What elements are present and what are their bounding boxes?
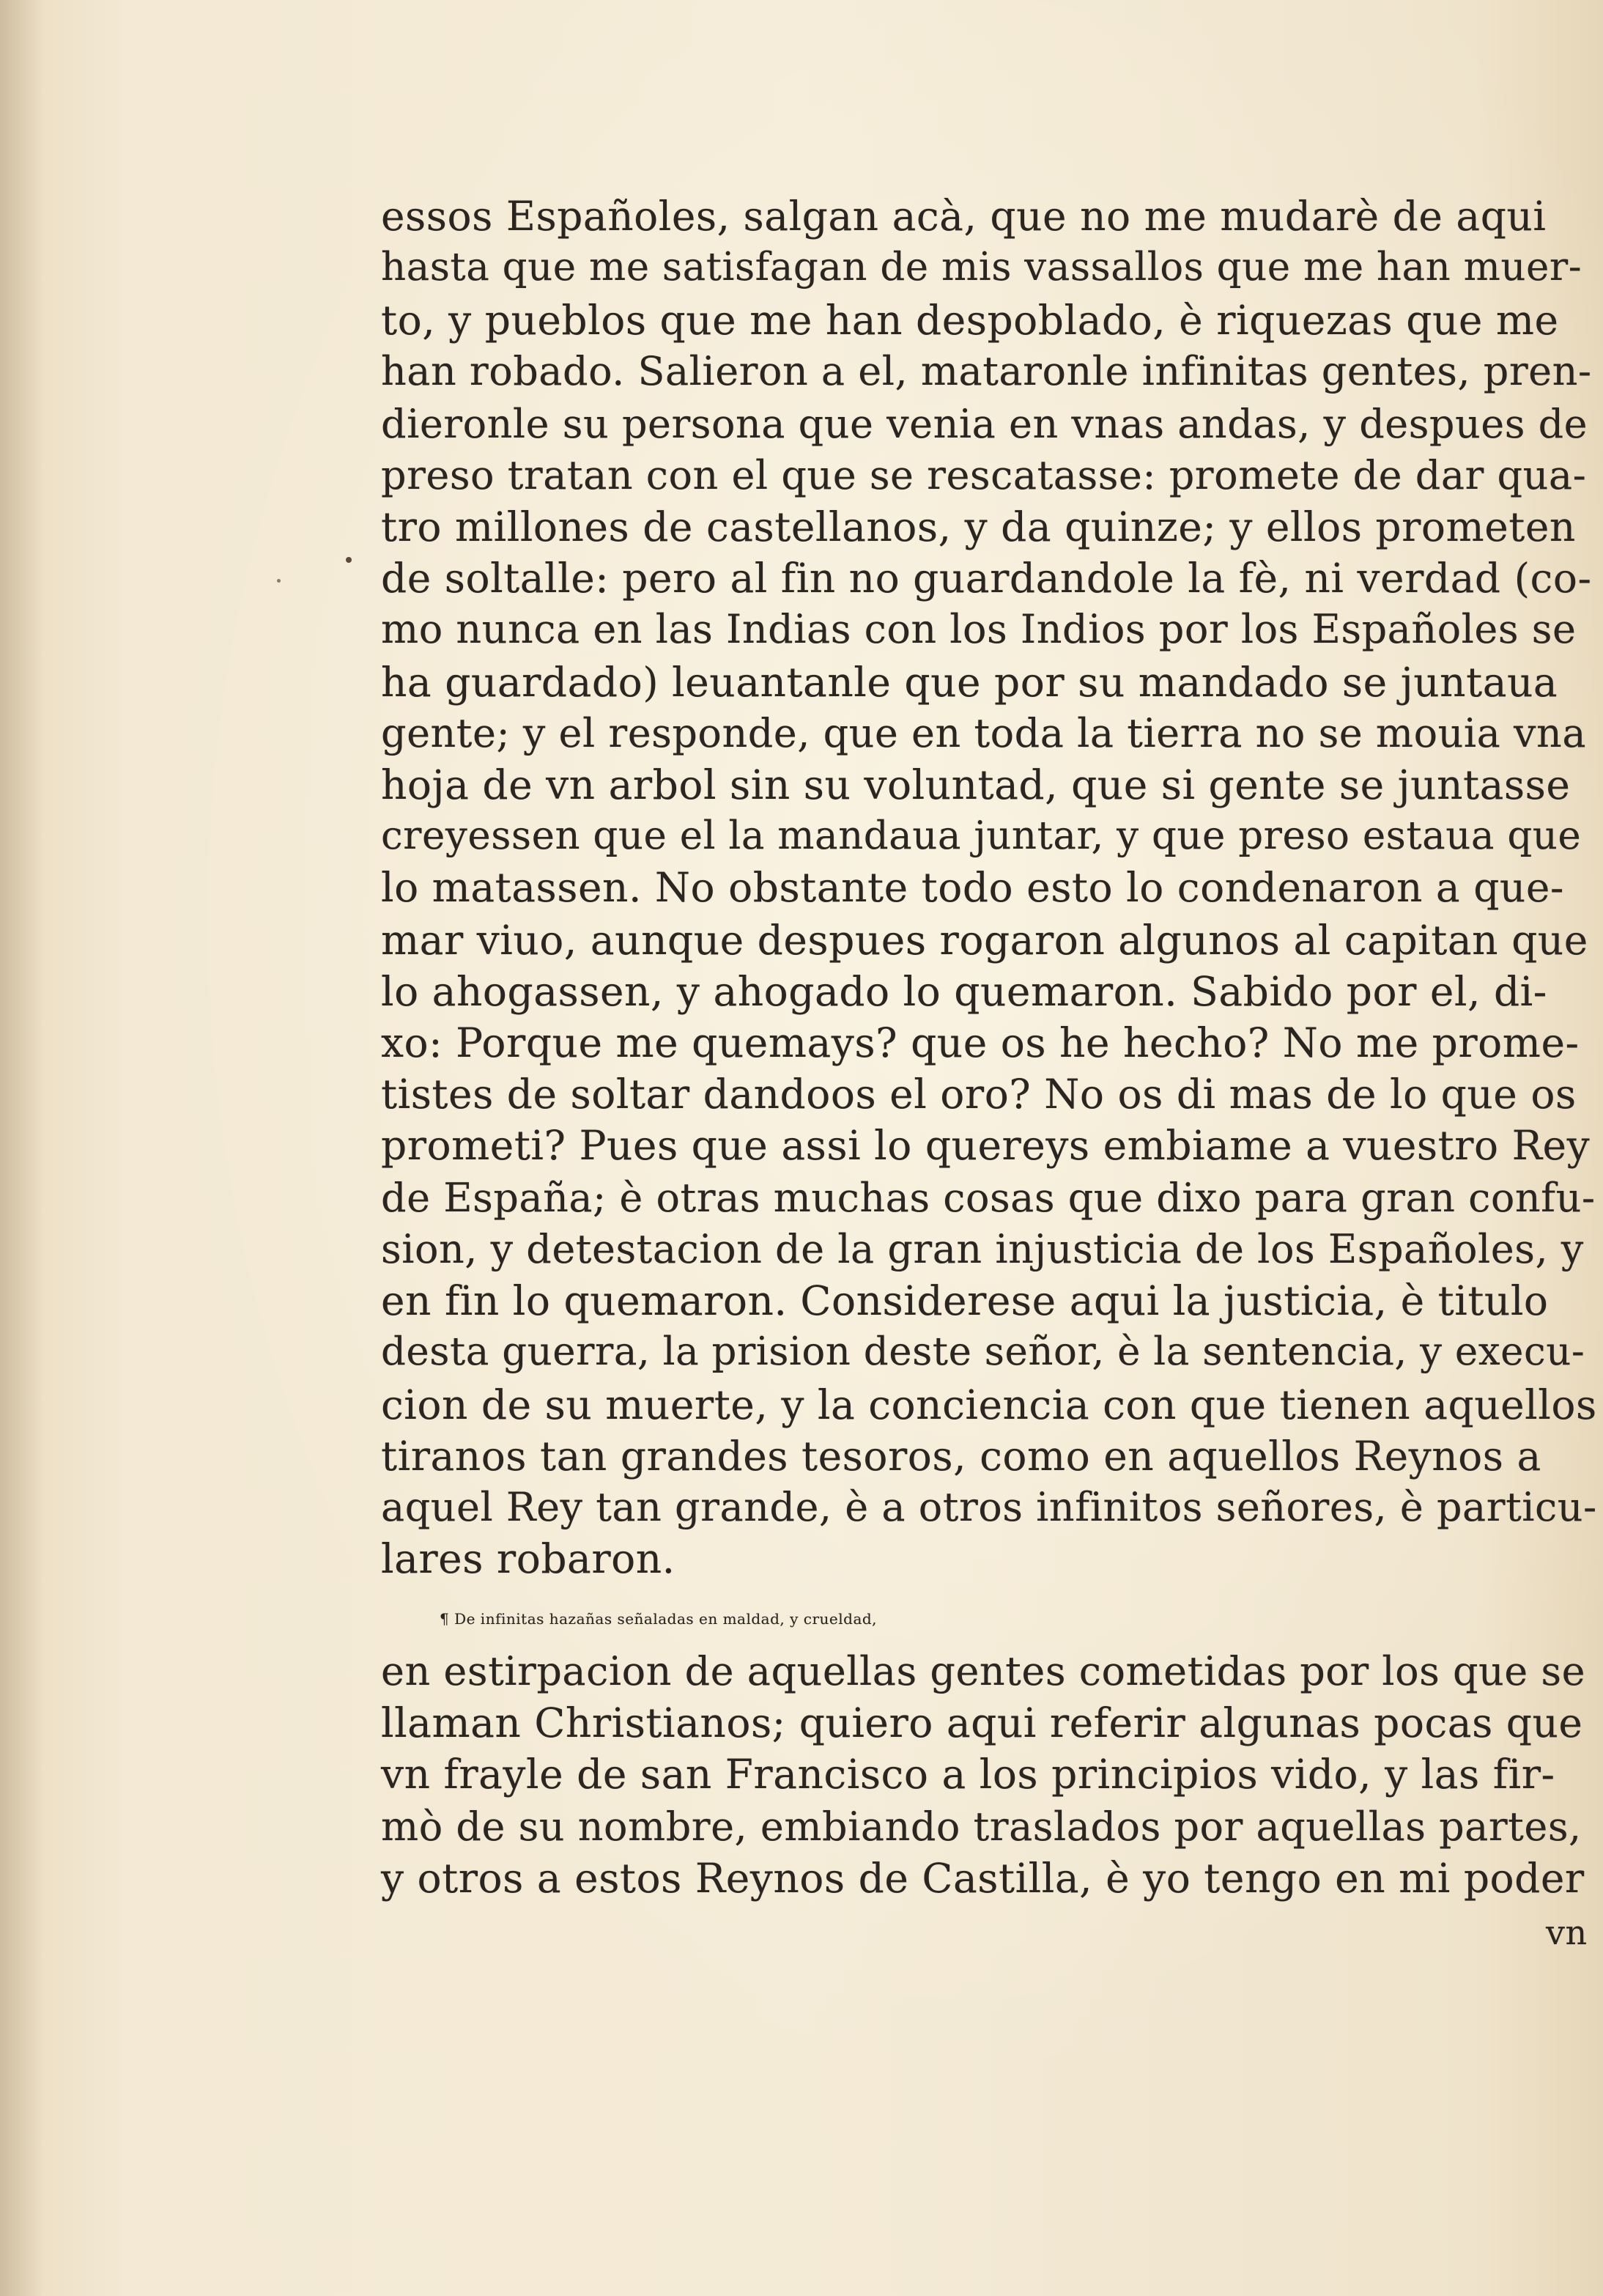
text-line: prometi? Pues que assi lo quereys embiame a vuestro Rey [381, 1122, 1591, 1169]
text-line: preso tratan con el que se rescatasse: promete de dar qua- [381, 452, 1587, 498]
text-line: to, y pueblos que me han despoblado, è riquezas que me [381, 297, 1559, 344]
text-line: gente; y el responde, que en toda la tierra no se mouia vna [381, 710, 1587, 756]
text-line: creyessen que el la mandaua juntar, y que preso estaua que [381, 813, 1582, 858]
text-line: desta guerra, la prision deste señor, è la sentencia, y execu- [381, 1329, 1585, 1374]
text-line: essos Españoles, salgan acà, que no me mudarè de aqui [381, 193, 1547, 240]
text-line: aquel Rey tan grande, è a otros infinitos señores, è particu- [381, 1484, 1597, 1530]
text-line: en estirpacion de aquellas gentes cometidas por los que se [381, 1648, 1586, 1694]
paragraph-start-line: ¶ De infinitas hazañas señaladas en maldad, y crueldad, [440, 1610, 878, 1628]
text-line: lares robaron. [381, 1535, 675, 1582]
text-line: tistes de soltar dandoos el oro? No os di mas de lo que os [381, 1071, 1577, 1118]
text-line: cion de su muerte, y la conciencia con que tienen aquellos [381, 1381, 1597, 1428]
text-line: mò de su nombre, embiando traslados por aquellas partes, [381, 1804, 1582, 1850]
text-line: han robado. Salieron a el, mataronle infinitas gentes, pren- [381, 348, 1592, 394]
text-line: y otros a estos Reynos de Castilla, è yo tengo en mi poder [381, 1855, 1585, 1902]
text-line: tiranos tan grandes tesoros, como en aquellos Reynos a [381, 1433, 1541, 1480]
text-line: hoja de vn arbol sin su voluntad, que si gente se juntasse [381, 761, 1571, 808]
catchword: vn [1546, 1913, 1588, 1952]
text-line: ha guardado) leuantanle que por su mandado se juntaua [381, 659, 1558, 706]
text-line: xo: Porque me quemays? que os he hecho? No me prome- [381, 1019, 1580, 1066]
text-line: hasta que me satisfagan de mis vassallos que me han muer- [381, 245, 1582, 289]
text-line: tro millones de castellanos, y da quinze; y ellos prometen [381, 503, 1576, 550]
text-line: vn frayle de san Francisco a los principios vido, y las fir- [381, 1751, 1555, 1798]
text-line: de España; è otras muchas cosas que dixo para gran confu- [381, 1175, 1596, 1221]
text-line: dieronle su persona que venia en vnas andas, y despues de [381, 401, 1588, 447]
text-line: sion, y detestacion de la gran injusticia de los Españoles, y [381, 1226, 1584, 1272]
text-line: mar viuo, aunque despues rogaron algunos al capitan que [381, 917, 1588, 964]
text-line: mo nunca en las Indias con los Indios por los Españoles se [381, 606, 1577, 652]
text-line: lo matassen. No obstante todo esto lo condenaron a que- [381, 864, 1564, 911]
text-line: lo ahogassen, y ahogado lo quemaron. Sabido por el, di- [381, 968, 1547, 1015]
text-line: de soltalle: pero al fin no guardandole la fè, ni verdad (co- [381, 555, 1592, 602]
text-line: llaman Christianos; quiero aqui referir algunas pocas que [381, 1699, 1583, 1746]
text-line: en fin lo quemaron. Considerese aqui la justicia, è titulo [381, 1277, 1549, 1324]
